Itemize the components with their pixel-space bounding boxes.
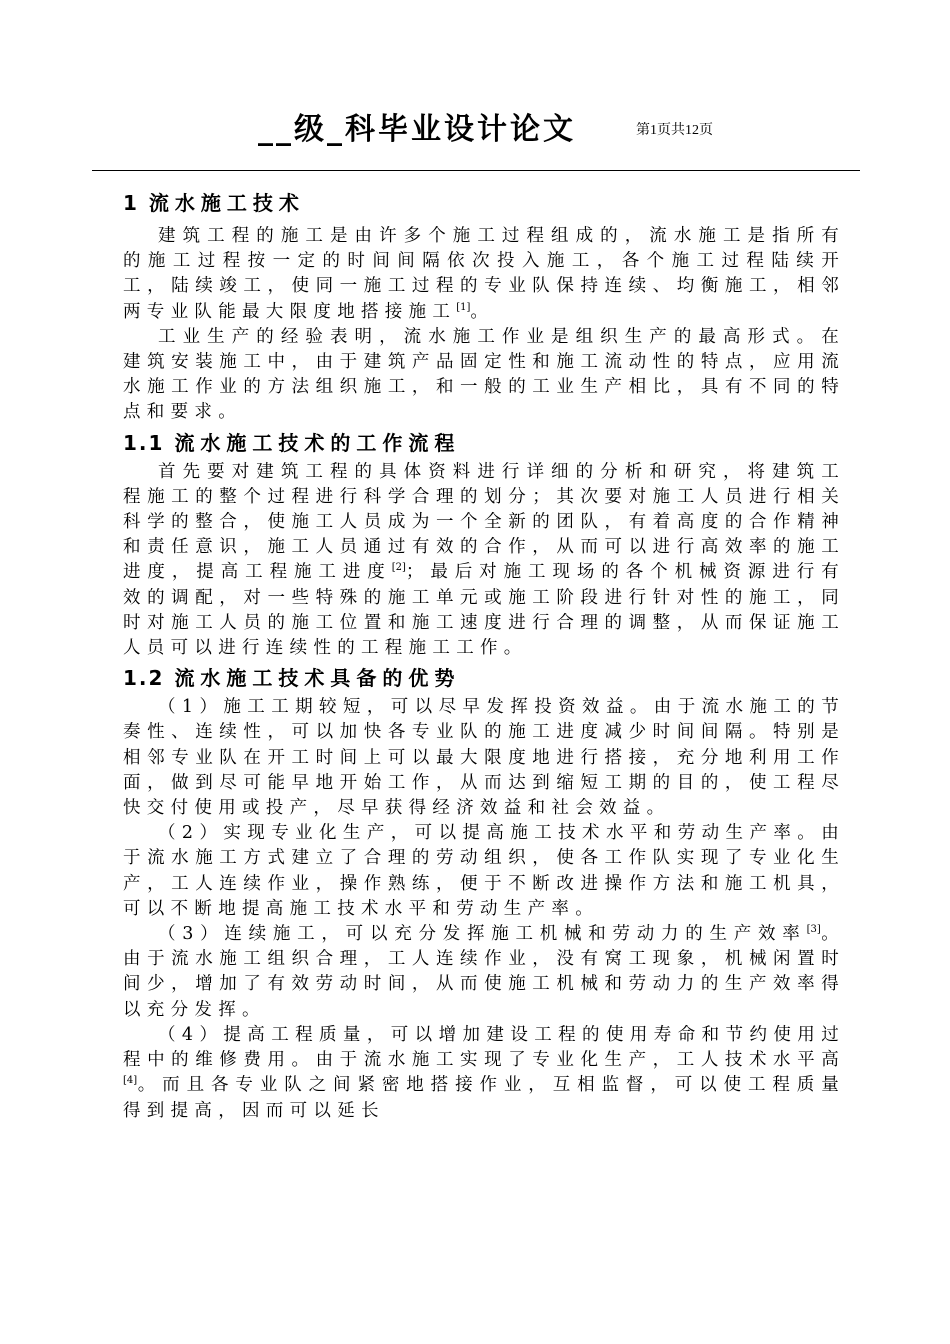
paragraph: （1）施工工期较短，可以尽早发挥投资效益。由于流水施工的节奏性、连续性，可以加快各专业队的施工进度减少时间间隔。特别是相邻专业队在开工时间上可以最大限度地进行搭接，充分地利用工作面，做到尽可能早地开始工作，从而达到缩短工期的目的，使工程尽快交付使用或投产，尽早获得经济效益和社会效益。 — [123, 697, 845, 819]
section-heading-1: 1 流水施工技术 — [123, 191, 305, 215]
document-body — [123, 186, 845, 1124]
paragraph: （4）提高工程质量，可以增加建设工程的使用寿命和节约使用过程中的维修费用。由于流水施工实现了专业化生产，工人技术水平高[4]。而且各专业队之间紧密地搭接作业，互相监督，可以使工程质量得到提高，因而可以延长 — [123, 1024, 845, 1121]
citation-ref: [1] — [456, 301, 471, 313]
section-heading-1-1: 1.1 流水施工技术的工作流程 — [123, 430, 461, 455]
paragraph: 工业生产的经验表明，流水施工作业是组织生产的最高形式。在建筑安装施工中，由于建筑产品固定性和施工流动性的特点，应用流水施工作业的方法组织施工，和一般的工业生产相比，具有不同的特点和要求。 — [123, 326, 845, 423]
section-heading-1-2: 1.2 流水施工技术具备的优势 — [123, 666, 461, 691]
header-divider — [92, 170, 860, 171]
page-indicator: 第1页共12页 — [636, 123, 713, 138]
citation-ref: [3] — [806, 924, 821, 936]
citation-ref: [4] — [123, 1075, 138, 1087]
thesis-title: __级_科毕业设计论文 — [258, 112, 576, 147]
page-header — [0, 104, 950, 154]
citation-ref: [2] — [391, 562, 406, 574]
paragraph: 建筑工程的施工是由许多个施工过程组成的，流水施工是指所有的施工过程按一定的时间间隔依次投入施工，各个施工过程陆续开工，陆续竣工，使同一施工过程的专业队保持连续、均衡施工，相邻两专业队能最大限度地搭接施工[1]。 — [123, 226, 845, 322]
paragraph: （2）实现专业化生产，可以提高施工技术水平和劳动生产率。由于流水施工方式建立了合理的劳动组织，使各工作队实现了专业化生产，工人连续作业，操作熟练，便于不断改进操作方法和施工机具，可以不断地提高施工技术水平和劳动生产率。 — [123, 823, 845, 919]
paragraph: （3）连续施工，可以充分发挥施工机械和劳动力的生产效率[3]。由于流水施工组织合理，工人连续作业，没有窝工现象，机械闲置时间少，增加了有效劳动时间，从而使施工机械和劳动力的生产效率得以充分发挥。 — [123, 924, 845, 1020]
paragraph: 首先要对建筑工程的具体资料进行详细的分析和研究，将建筑工程施工的整个过程进行科学合理的划分；其次要对施工人员进行相关科学的整合，使施工人员成为一个全新的团队，有着高度的合作精神和责任意识，施工人员通过有效的合作，从而可以进行高效率的施工进度，提高工程施工进度[2]；最后对施工现场的各个机械资源进行有效的调配，对一些特殊的施工单元或施工阶段进行针对性的施工，同时对施工人员的施工位置和施工速度进行合理的调整，从而保证施工人员可以进行连续性的工程施工工作。 — [123, 461, 845, 659]
